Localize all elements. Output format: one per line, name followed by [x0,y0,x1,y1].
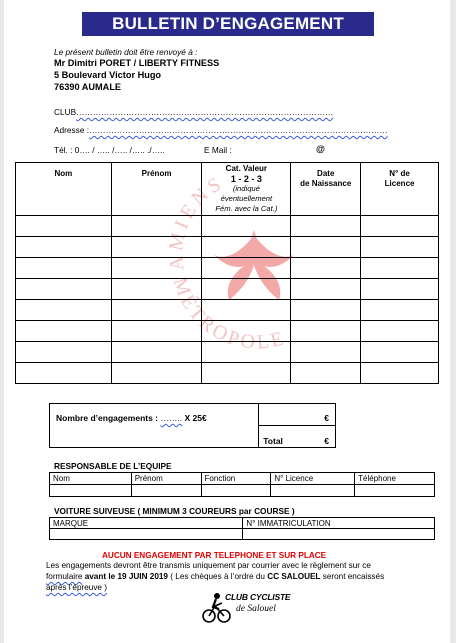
email-at[interactable]: @ [316,144,325,154]
voiture-table [49,517,435,540]
rider-cell-prenom[interactable] [111,216,202,237]
table-row [16,216,439,237]
rider-cell-prenom[interactable] [111,321,202,342]
club-logo [200,590,291,624]
rider-cell-prenom[interactable] [111,342,202,363]
voit-input-immat[interactable] [243,529,435,540]
rider-cell-prenom[interactable] [111,300,202,321]
table-row [16,342,439,363]
club-field[interactable] [54,107,333,117]
email-label: E Mail : [204,145,232,155]
resp-col-telephone: Téléphone [355,473,435,485]
rider-cell-prenom[interactable] [111,237,202,258]
voiture-input-row [50,529,435,540]
voit-input-marque[interactable] [50,529,243,540]
resp-input-fonction[interactable] [201,485,271,497]
form-title: BULLETIN D’ENGAGEMENT [82,12,374,36]
rider-cell-licence[interactable] [361,321,439,342]
table-row [16,300,439,321]
rider-cell-cat[interactable] [202,342,291,363]
table-row [16,279,439,300]
total-spacer [50,426,259,448]
rider-cell-date[interactable] [291,300,361,321]
resp-input-telephone[interactable] [355,485,435,497]
rider-cell-cat[interactable] [202,321,291,342]
rider-cell-date[interactable] [291,258,361,279]
table-row [16,258,439,279]
adresse-label: Adresse : [54,125,90,135]
responsable-input-row [50,485,435,497]
rider-cell-cat[interactable] [202,279,291,300]
rider-cell-prenom[interactable] [111,363,202,384]
resp-col-licence: N° Licence [271,473,355,485]
total-cell[interactable]: Total € [259,426,336,448]
header-nom: Nom [16,163,112,216]
header-prenom: Prénom [111,163,202,216]
logo-line-2: de Salouel [236,604,276,614]
rider-cell-cat[interactable] [202,258,291,279]
riders-table [15,162,439,384]
rider-cell-date[interactable] [291,321,361,342]
rider-cell-nom[interactable] [16,237,112,258]
rider-cell-nom[interactable] [16,300,112,321]
rider-cell-date[interactable] [291,216,361,237]
intro-text: Le présent bulletin doit être renvoyé à : [54,47,198,57]
header-cat-valeur: Cat. Valeur 1 - 2 - 3 (indiqué éventuellement Fém. avec la Cat.) [202,163,291,216]
address-line-3: 76390 AUMALE [54,82,122,92]
rider-cell-licence[interactable] [361,342,439,363]
notice-line-1: Les engagements devront être transmis uniquement par courrier avec le règlement sur ce [46,561,371,570]
rider-cell-licence[interactable] [361,363,439,384]
resp-input-licence[interactable] [271,485,355,497]
rider-cell-nom[interactable] [16,321,112,342]
rider-cell-date[interactable] [291,279,361,300]
voit-col-marque: MARQUE [50,518,243,529]
logo-line-1: CLUB CYCLISTE [225,592,291,602]
rider-cell-cat[interactable] [202,237,291,258]
rider-cell-nom[interactable] [16,342,112,363]
rider-cell-date[interactable] [291,363,361,384]
rider-cell-prenom[interactable] [111,258,202,279]
header-licence: N° de Licence [361,163,439,216]
rider-cell-nom[interactable] [16,258,112,279]
notice-line-3: après l’épreuve ) [46,583,107,592]
responsable-table [49,472,435,497]
rider-cell-nom[interactable] [16,363,112,384]
rider-cell-licence[interactable] [361,216,439,237]
table-row [16,237,439,258]
rider-cell-licence[interactable] [361,237,439,258]
voiture-header-row [50,518,435,529]
rider-cell-nom[interactable] [16,279,112,300]
rider-cell-licence[interactable] [361,279,439,300]
notice-line-2: formulaire avant le 19 JUIN 2019 ( Les chèques à l’ordre du CC SALOUEL seront encaissés [46,572,385,581]
engagements-amount-cell[interactable]: € [259,404,336,426]
rider-cell-cat[interactable] [202,216,291,237]
resp-col-prenom: Prénom [131,473,201,485]
header-date-naissance: Date de Naissance [291,163,361,216]
resp-col-nom: Nom [50,473,132,485]
engagements-row [50,404,336,426]
resp-input-prenom[interactable] [131,485,201,497]
rider-cell-date[interactable] [291,237,361,258]
table-row [16,363,439,384]
tel-field[interactable]: Tél. : 0…. / ….. /….. /….. ./….. [54,145,165,155]
rider-cell-licence[interactable] [361,258,439,279]
watermark-top-text: AMIENS [164,171,229,272]
rider-cell-nom[interactable] [16,216,112,237]
address-line-1: Mr Dimitri PORET / LIBERTY FITNESS [54,58,220,68]
rider-cell-licence[interactable] [361,300,439,321]
total-row [50,426,336,448]
table-row [16,321,439,342]
resp-col-fonction: Fonction [201,473,271,485]
responsable-title: RESPONSABLE DE L’EQUIPE [54,461,172,471]
rider-cell-cat[interactable] [202,363,291,384]
riders-table-header [16,163,439,216]
address-line-2: 5 Boulevard Victor Hugo [54,70,162,80]
form-page [4,0,450,643]
watermark-bottom-text: MÉTROPOLE [168,274,289,354]
responsable-header-row [50,473,435,485]
voit-col-immat: N° IMMATRICULATION [243,518,435,529]
club-label: CLUB [54,107,77,117]
rider-cell-date[interactable] [291,342,361,363]
engagements-table [49,403,336,448]
club-dots: ………………………………………………………………………………… [76,107,334,117]
voiture-title: VOITURE SUIVEUSE ( MINIMUM 3 COUREURS par COURSE ) [54,506,295,516]
resp-input-nom[interactable] [50,485,132,497]
rider-cell-cat[interactable] [202,300,291,321]
rider-cell-prenom[interactable] [111,279,202,300]
warning-text: AUCUN ENGAGEMENT PAR TELEPHONE ET SUR PLACE [102,551,327,560]
engagements-count-cell[interactable]: Nombre d’engagements : …….. X 25€ [50,404,259,426]
adresse-dots: ……………………………………………………………………………………………… [89,125,388,135]
adresse-field[interactable] [54,125,388,135]
